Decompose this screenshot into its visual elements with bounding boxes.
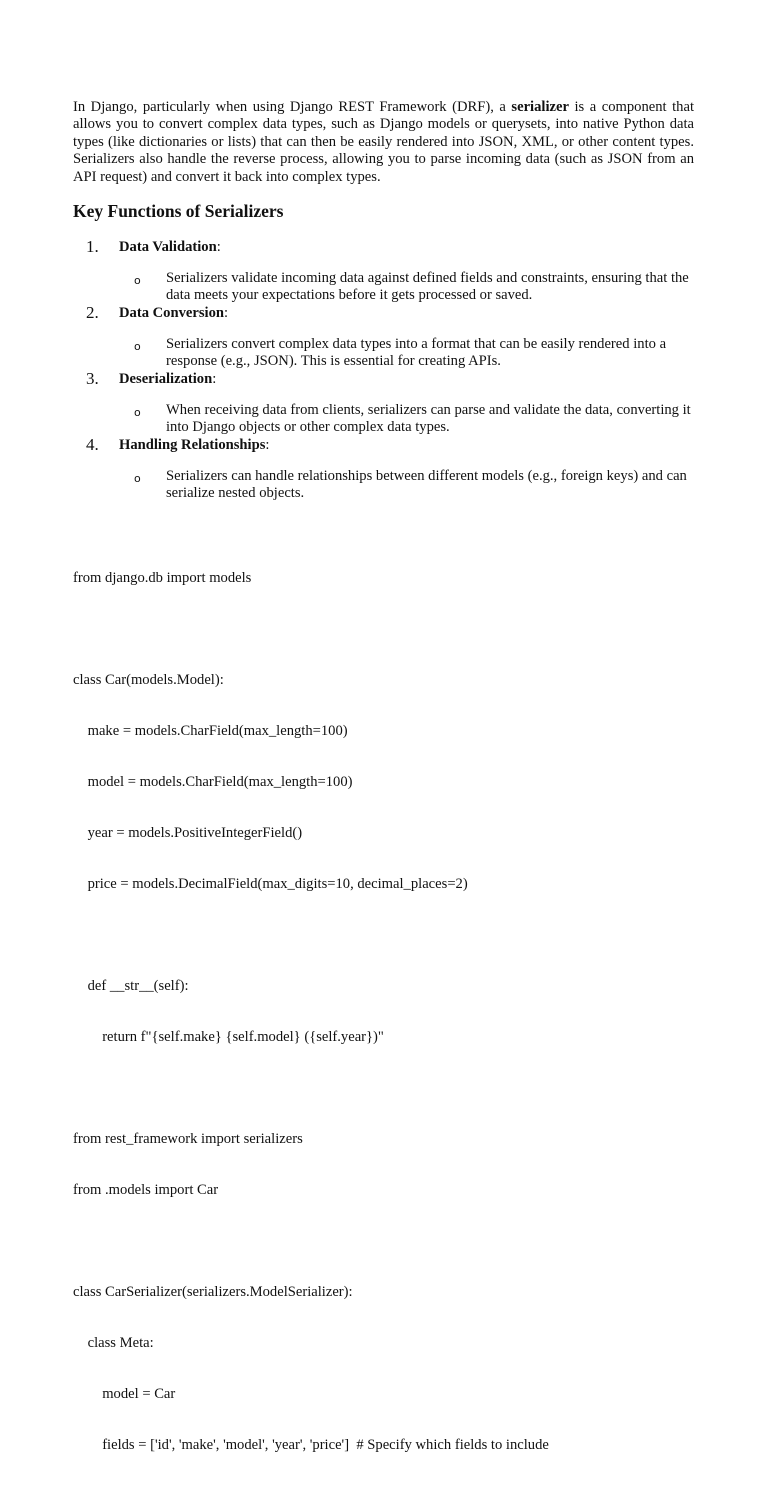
- list-item-title-text: Data Validation: [119, 239, 217, 255]
- list-item-title: [119, 238, 221, 256]
- code-line: from .models import Car: [73, 1182, 219, 1198]
- code-line: price = models.DecimalField(max_digits=10, decimal_places=2): [73, 876, 468, 892]
- code-line: from rest_framework import serializers: [73, 1131, 303, 1147]
- code-line: def __str__(self):: [73, 978, 189, 994]
- code-line: return f"{self.make} {self.model} ({self.year})": [73, 1029, 384, 1045]
- list-item-colon: :: [265, 437, 270, 453]
- code-line: [73, 1233, 549, 1250]
- code-line: year = models.PositiveIntegerField(): [73, 825, 303, 841]
- code-line: model = Car: [73, 1386, 176, 1402]
- list-item-title-text: Data Conversion: [119, 305, 224, 321]
- intro-paragraph: [73, 99, 694, 186]
- list-item-description: Serializers convert complex data types into a format that can be easily rendered into a response (e.g., JSON). This is essential for creating APIs.: [166, 336, 667, 370]
- list-item-description: Serializers validate incoming data against defined fields and constraints, ensuring that the data meets your expectations before it gets processed or saved.: [166, 270, 689, 304]
- list-number: 1.: [86, 237, 99, 256]
- bullet-marker: o: [134, 472, 141, 485]
- code-line: [73, 927, 549, 944]
- code-line: class CarSerializer(serializers.ModelSerializer):: [73, 1284, 353, 1300]
- list-item-title-text: Deserialization: [119, 371, 213, 387]
- list-item-title: [119, 436, 269, 454]
- bullet-marker: o: [134, 274, 141, 287]
- intro-bold-term: serializer: [511, 99, 569, 115]
- list-item-colon: :: [224, 305, 229, 321]
- list-number: 4.: [86, 435, 99, 454]
- list-item-description: Serializers can handle relationships between different models (e.g., foreign keys) and can serialize nested objects.: [166, 468, 687, 502]
- list-item-colon: :: [212, 371, 217, 387]
- list-item-description: When receiving data from clients, serializers can parse and validate the data, converting it into Django objects or other complex data types.: [166, 402, 691, 436]
- list-item-title-text: Handling Relationships: [119, 437, 266, 453]
- list-item-title: [119, 304, 228, 322]
- code-line: make = models.CharField(max_length=100): [73, 723, 348, 739]
- list-item-colon: :: [216, 239, 221, 255]
- intro-text-end: is a component that allows you to convert complex data types, such as Django models or querysets, into native Python data types (like dictionaries or lists) that can then be easily rendered into JSON, XML, or other content types. Serializers also handle the reverse process, allowing you to parse incoming data (such as JSON from an API request) and convert it back into complex types.: [73, 99, 694, 185]
- code-line: [73, 1080, 549, 1097]
- code-line: fields = ['id', 'make', 'model', 'year', 'price'] # Specify which fields to include: [73, 1437, 549, 1453]
- code-line: from django.db import models: [73, 570, 252, 586]
- bullet-marker: o: [134, 406, 141, 419]
- code-block: [73, 536, 549, 1488]
- code-line: [73, 621, 549, 638]
- list-number: 2.: [86, 303, 99, 322]
- bullet-marker: o: [134, 340, 141, 353]
- code-line: class Car(models.Model):: [73, 672, 224, 688]
- code-line: class Meta:: [73, 1335, 154, 1351]
- list-item-title: [119, 370, 216, 388]
- intro-text-start: In Django, particularly when using Django REST Framework (DRF), a: [73, 99, 512, 115]
- list-number: 3.: [86, 369, 99, 388]
- section-heading: Key Functions of Serializers: [73, 201, 284, 221]
- code-line: model = models.CharField(max_length=100): [73, 774, 353, 790]
